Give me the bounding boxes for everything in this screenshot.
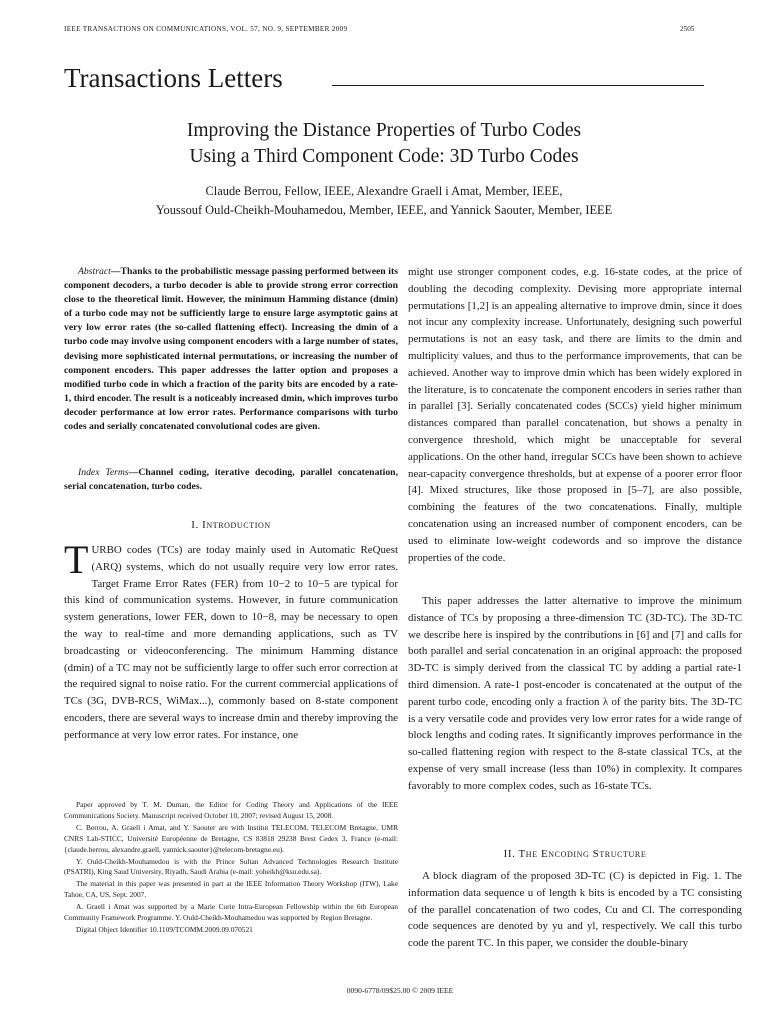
abstract-label: Abstract [78,266,111,277]
introduction-paragraph [64,537,398,744]
section-title: Transactions Letters [64,63,283,93]
author-list [64,182,704,220]
title-rule [332,85,704,86]
doi: Digital Object Identifier 10.1109/TCOMM.2009.09.070521 [76,924,253,934]
index-terms-label: Index Terms [78,467,129,478]
paragraph-text: might use stronger component codes, e.g. 16-state codes, at the price of doubling the decoding complexity. Devising more appropriate internal permutations [1,2] is an appealing alternative to improve dmin, since it does not incur any complexity increase. Unfortunately, designing such powerful permutations is not an easy task, and there are limits to the dmin and multiplicity values, and thus to the performance improvements, that can be achieved. Another way to improve dmin which has been widely explored in the literature, is to concatenate the component encoders in series rather than in parallel [3]. Serially concatenated codes (SCCs) yield higher minimum distances compared than parallel concatenation, but shows a penalty in convergence threshold, which might be unacceptable for several applications. On the other hand, irregular SCCs have been shown to achieve near-capacity convergence thresholds, but at expense of a poorer error floor [4]. Mixed structures, like those proposed in [5–7], are also possible, combining the features of the two concatenations. Finally, multiple concatenation using an increased number of component encoders, can be used to eliminate low-weight codewords and so improve the distance properties of the code. [408,266,742,564]
right-column-paragraph-3 [408,868,742,952]
section-heading-introduction: I. Introduction [191,519,271,531]
issn-copyright: 0090-6778/09$25.00 © 2009 IEEE [346,986,454,995]
index-terms-text: —Channel coding, iterative decoding, parallel concatenation, serial concatenation, turbo codes. [64,467,398,493]
right-column-paragraph-2 [408,593,742,795]
section-heading-encoding-structure: II. The Encoding Structure [503,848,647,860]
paragraph-text: A block diagram of the proposed 3D-TC (C) is depicted in Fig. 1. The information data sequence u of length k bits is encoded by a TC consisting of the parallel concatenation of two codes, Cu and Cl. The corresponding code sequences are denoted by yu and yl, respectively. We call this turbo code the parent TC. In this paper, we consider the double-binary [408,870,742,950]
right-column-paragraph-1 [408,264,742,566]
footnote: C. Berrou, A. Graell i Amat, and Y. Saouter are with Institut TELECOM, TELECOM Bretagne, UMR CNRS Lab-STICC, Université Européenne de Bretagne, CS 83818 29238 Brest Cedex 3, France (e-mail: {claude.berrou, alexandre.graell, yannick.saouter}@telecom-bretagne.eu). [64,822,398,854]
footnote: The material in this paper was presented in part at the IEEE Information Theory Workshop (ITW), Lake Tahoe, CA, US, Sept. 2007. [64,879,398,900]
title-line-2: Using a Third Component Code: 3D Turbo Codes [189,146,579,167]
abstract-text: —Thanks to the probabilistic message passing performed between its component decoders, a turbo decoder is able to provide strong error correction close to the theoretical limit. However, the minimum Hamming distance (dmin) of a turbo code may not be sufficiently large to ensure large asymptotic gains at very low error rates (the so-called flattening effect). Increasing the dmin of a turbo code may involve using component encoders with a large number of states, devising more sophisticated internal permutations, or increasing the number of component encoders. This paper addresses the latter option and proposes a modified turbo code in which a fraction of the parity bits are encoded by a rate-1, third encoder. The result is a noticeably increased dmin, which improves turbo decoder performance at low error rates. Performance comparisons with turbo codes and serially concatenated convolutional codes are given. [64,266,398,433]
paragraph-text: This paper addresses the latter alternative to improve the minimum distance of TCs by proposing a three-dimension TC (3D-TC). The 3D-TC we describe here is inspired by the contributions in [6] and [7] and calls for both parallel and serial concatenation in an original approach: the proposed 3D-TC is simply derived from the classical TC by adding a partial rate-1 third dimension. A rate-1 post-encoder is concatenated at the output of the parent turbo code, encoding only a fraction λ of the parity bits. The 3D-TC is a very versatile code and provides very low error rates for a wide range of block lengths and coding rates. It significantly improves performance in the so-called flattening region with respect to the 8-state classical TCs, at the expense of very small increase (less than 10%) in complexity. It compares favorably to more complex codes, such as 16-state TCs. [408,595,742,792]
footnote: Paper approved by T. M. Duman, the Editor for Coding Theory and Applications of the IEEE Communications Society. Manuscript received October 10, 2007; revised August 15, 2008. [64,800,398,820]
authors-line-2: Youssouf Ould-Cheikh-Mouhamedou, Member, IEEE, and Yannick Saouter, Member, IEEE [155,203,613,217]
footnote: A. Graell i Amat was supported by a Marie Curie Intra-European Fellowship within the 6th European Community Framework Programme. Y. Ould-Cheikh-Mouhamedou was supported by Region Bretagne. [64,902,398,923]
introduction-text: URBO codes (TCs) are today mainly used in Automatic ReQuest (ARQ) systems, which do not usually require very low error rates. Target Frame Error Rates (FER) from 10−2 to 10−5 are typical for this kind of communication systems. However, in future communication system generations, lower FER, down to 10−8, may be necessary to open the way to real-time and more demanding applications, such as TV broadcasting or videoconferencing. The minimum Hamming distance (dmin) of a TC may not be sufficiently large to offer such error correction at the required signal to noise ratio. For the current commercial applications of TCs (3G, DVB-RCS, WiMax...), commonly based on 8-state component encoders, there are several ways to increase dmin and thereby improving the performance at very low error rates. For instance, one [64,544,398,741]
title-line-1: Improving the Distance Properties of Turbo Codes [186,120,582,141]
footnotes [64,800,398,937]
authors-line-1: Claude Berrou, Fellow, IEEE, Alexandre Graell i Amat, Member, IEEE, [205,184,563,198]
abstract [64,265,398,434]
footnote: Y. Ould-Cheikh-Mouhamedou is with the Prince Sultan Advanced Technologies Research Institute (PSATRI), King Saud University, Riyadh, Saudi Arabia (e-mail: yoheikh@ksu.edu.sa). [64,856,398,877]
drop-cap: T [64,537,89,582]
paper-title [64,118,704,170]
running-header: IEEE TRANSACTIONS ON COMMUNICATIONS, VOL. 57, NO. 9, SEPTEMBER 2009 [64,25,348,33]
page-number: 2505 [680,25,695,33]
index-terms [64,466,398,494]
